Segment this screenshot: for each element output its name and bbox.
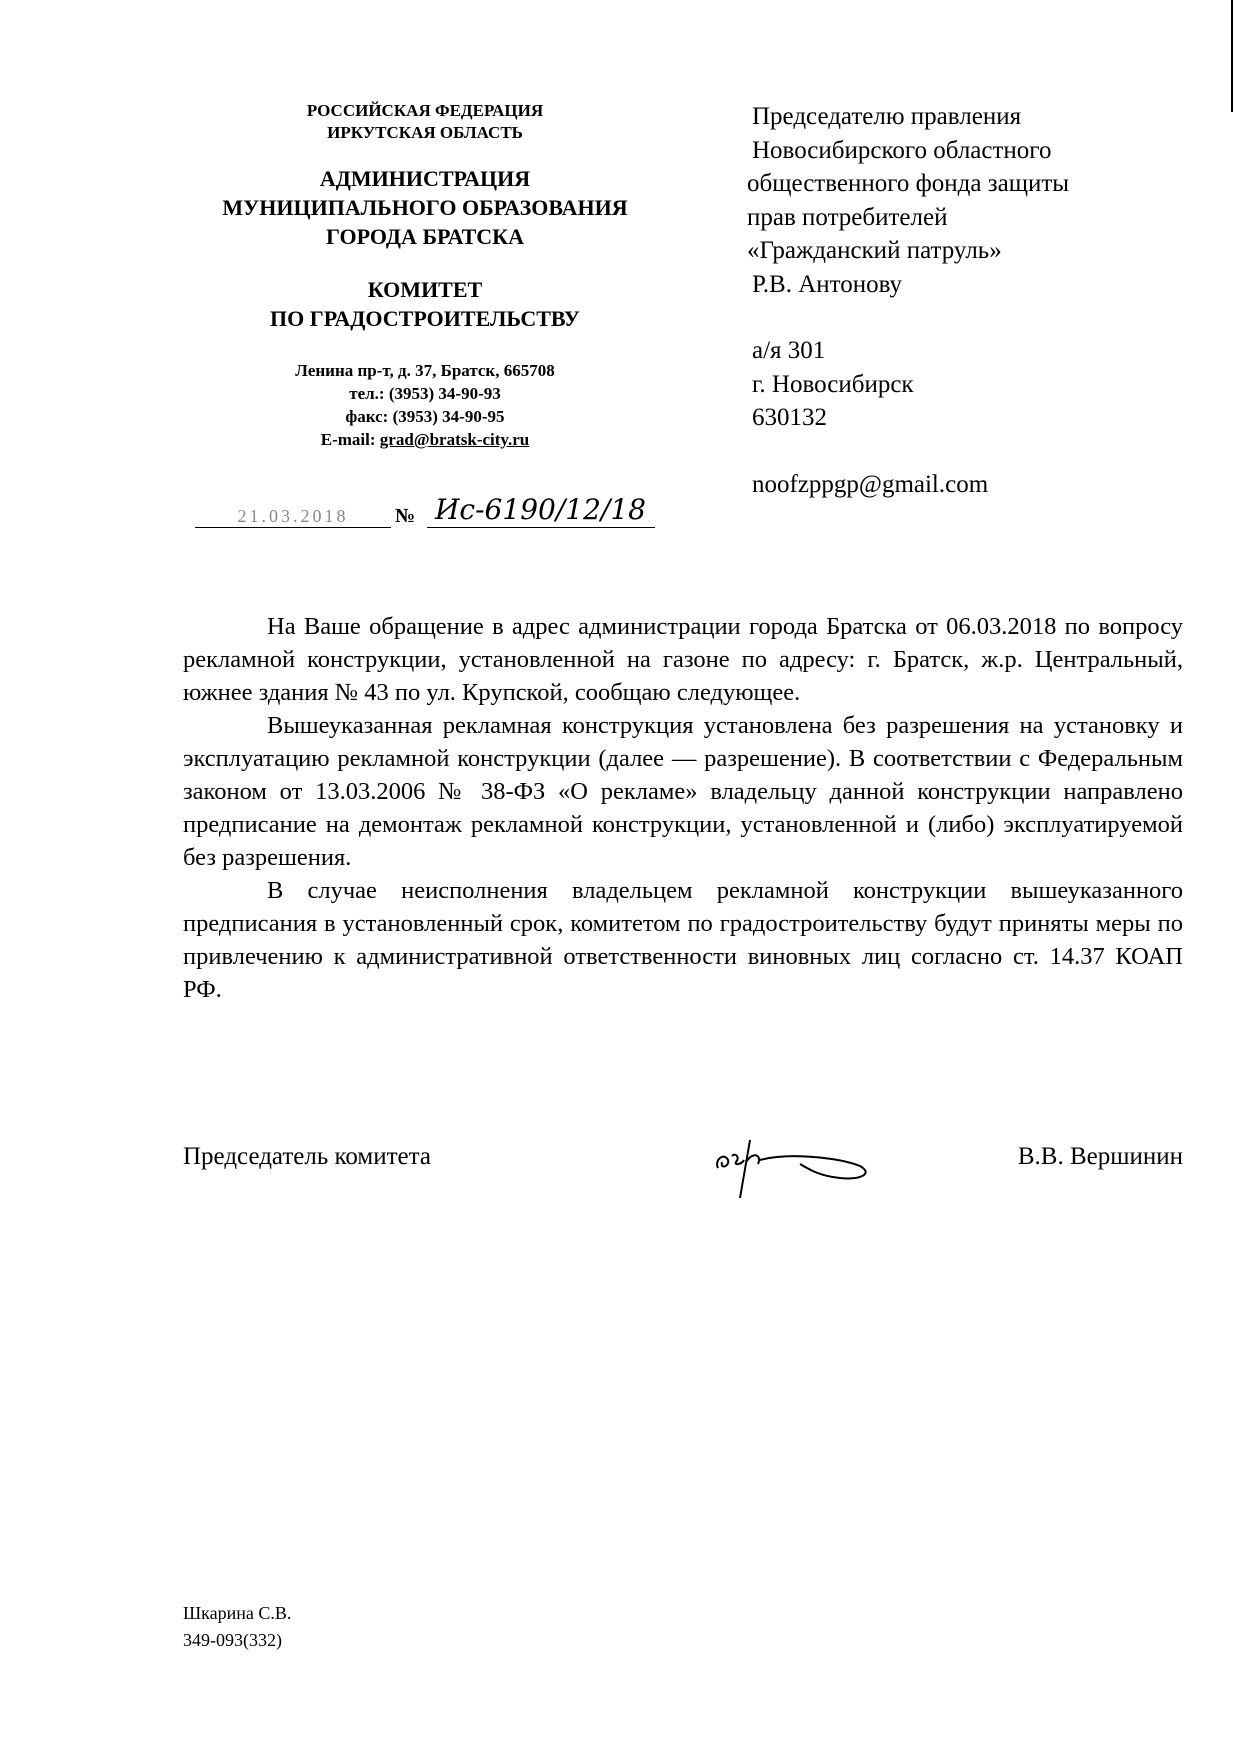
signatory-position: Председатель комитета [183, 1143, 431, 1170]
letter-body [183, 610, 1183, 1006]
sender-header [150, 100, 700, 451]
sender-org-line: ГОРОДА БРАТСКА [326, 224, 524, 249]
body-paragraph: Вышеуказанная рекламная конструкция установлена без разрешения на установку и эксплуатацию рекламной конструкции (далее — разрешение). В соответствии с Федеральным законом от 13.03.2006 № 38-ФЗ «О рекламе» владельцу данной конструкции направлено предписание на демонтаж рекламной конструкции, установленной и (либо) эксплуатируемой без разрешения. [183, 712, 1183, 871]
executor-name: Шкарина С.В. [183, 1603, 292, 1623]
recipient-line: Новосибирского областного [752, 136, 1052, 164]
executor-phone: 349-093(332) [183, 1630, 282, 1650]
registration-date: 21.03.2018 [195, 506, 391, 528]
body-paragraph: В случае неисполнения владельцем рекламной конструкции вышеуказанного предписания в установленный срок, комитетом по градостроительству будут приняты меры по привлечению к административной ответственности виновных лиц согласно ст. 14.37 КОАП РФ. [183, 877, 1183, 1003]
recipient-postcode: 630132 [752, 404, 827, 431]
recipient-line: общественного фонда защиты [747, 170, 1070, 197]
handwritten-signature [710, 1130, 910, 1200]
body-paragraph: На Ваше обращение в адрес администрации города Братска от 06.03.2018 по вопросу рекламной конструкции, установленной на газоне по адресу: г. Братск, ж.р. Центральный, южнее здания № 43 по ул. Крупской, сообщаю следующее. [183, 613, 1183, 706]
sender-org-line: МУНИЦИПАЛЬНОГО ОБРАЗОВАНИЯ [222, 195, 628, 220]
sender-fax: факс: (3953) 34-90-95 [345, 407, 505, 426]
number-sign: № [395, 505, 416, 527]
recipient-block [747, 100, 1070, 501]
sender-email-row [150, 428, 700, 451]
committee-line: КОМИТЕТ [367, 277, 483, 302]
recipient-email: noofzppgp@gmail.com [752, 470, 989, 498]
sender-address: Ленина пр-т, д. 37, Братск, 665708 [295, 361, 555, 380]
recipient-line: прав потребителей [747, 203, 948, 231]
sender-region: ИРКУТСКАЯ ОБЛАСТЬ [327, 123, 523, 142]
recipient-line: Председателю правления [752, 103, 1022, 130]
committee-line: ПО ГРАДОСТРОИТЕЛЬСТВУ [270, 306, 580, 331]
registration-number: Ис-6190/12/18 [427, 493, 655, 528]
sender-email-label: E-mail: [320, 430, 380, 449]
recipient-city: г. Новосибирск [752, 370, 914, 398]
signatory-name: В.В. Вершинин [1017, 1143, 1183, 1170]
recipient-po-box: а/я 301 [752, 337, 826, 364]
sender-phone: тел.: (3953) 34-90-93 [349, 384, 501, 403]
sender-org-line: АДМИНИСТРАЦИЯ [319, 166, 531, 191]
recipient-line: «Гражданский патруль» [747, 237, 1002, 264]
recipient-name: Р.В. Антонову [752, 270, 903, 298]
sender-email-link[interactable]: grad@bratsk-city.ru [379, 430, 530, 449]
scan-edge-line [1231, 0, 1233, 112]
executor-block [183, 1600, 291, 1654]
registration-line [195, 493, 655, 530]
sender-country: РОССИЙСКАЯ ФЕДЕРАЦИЯ [306, 101, 544, 120]
